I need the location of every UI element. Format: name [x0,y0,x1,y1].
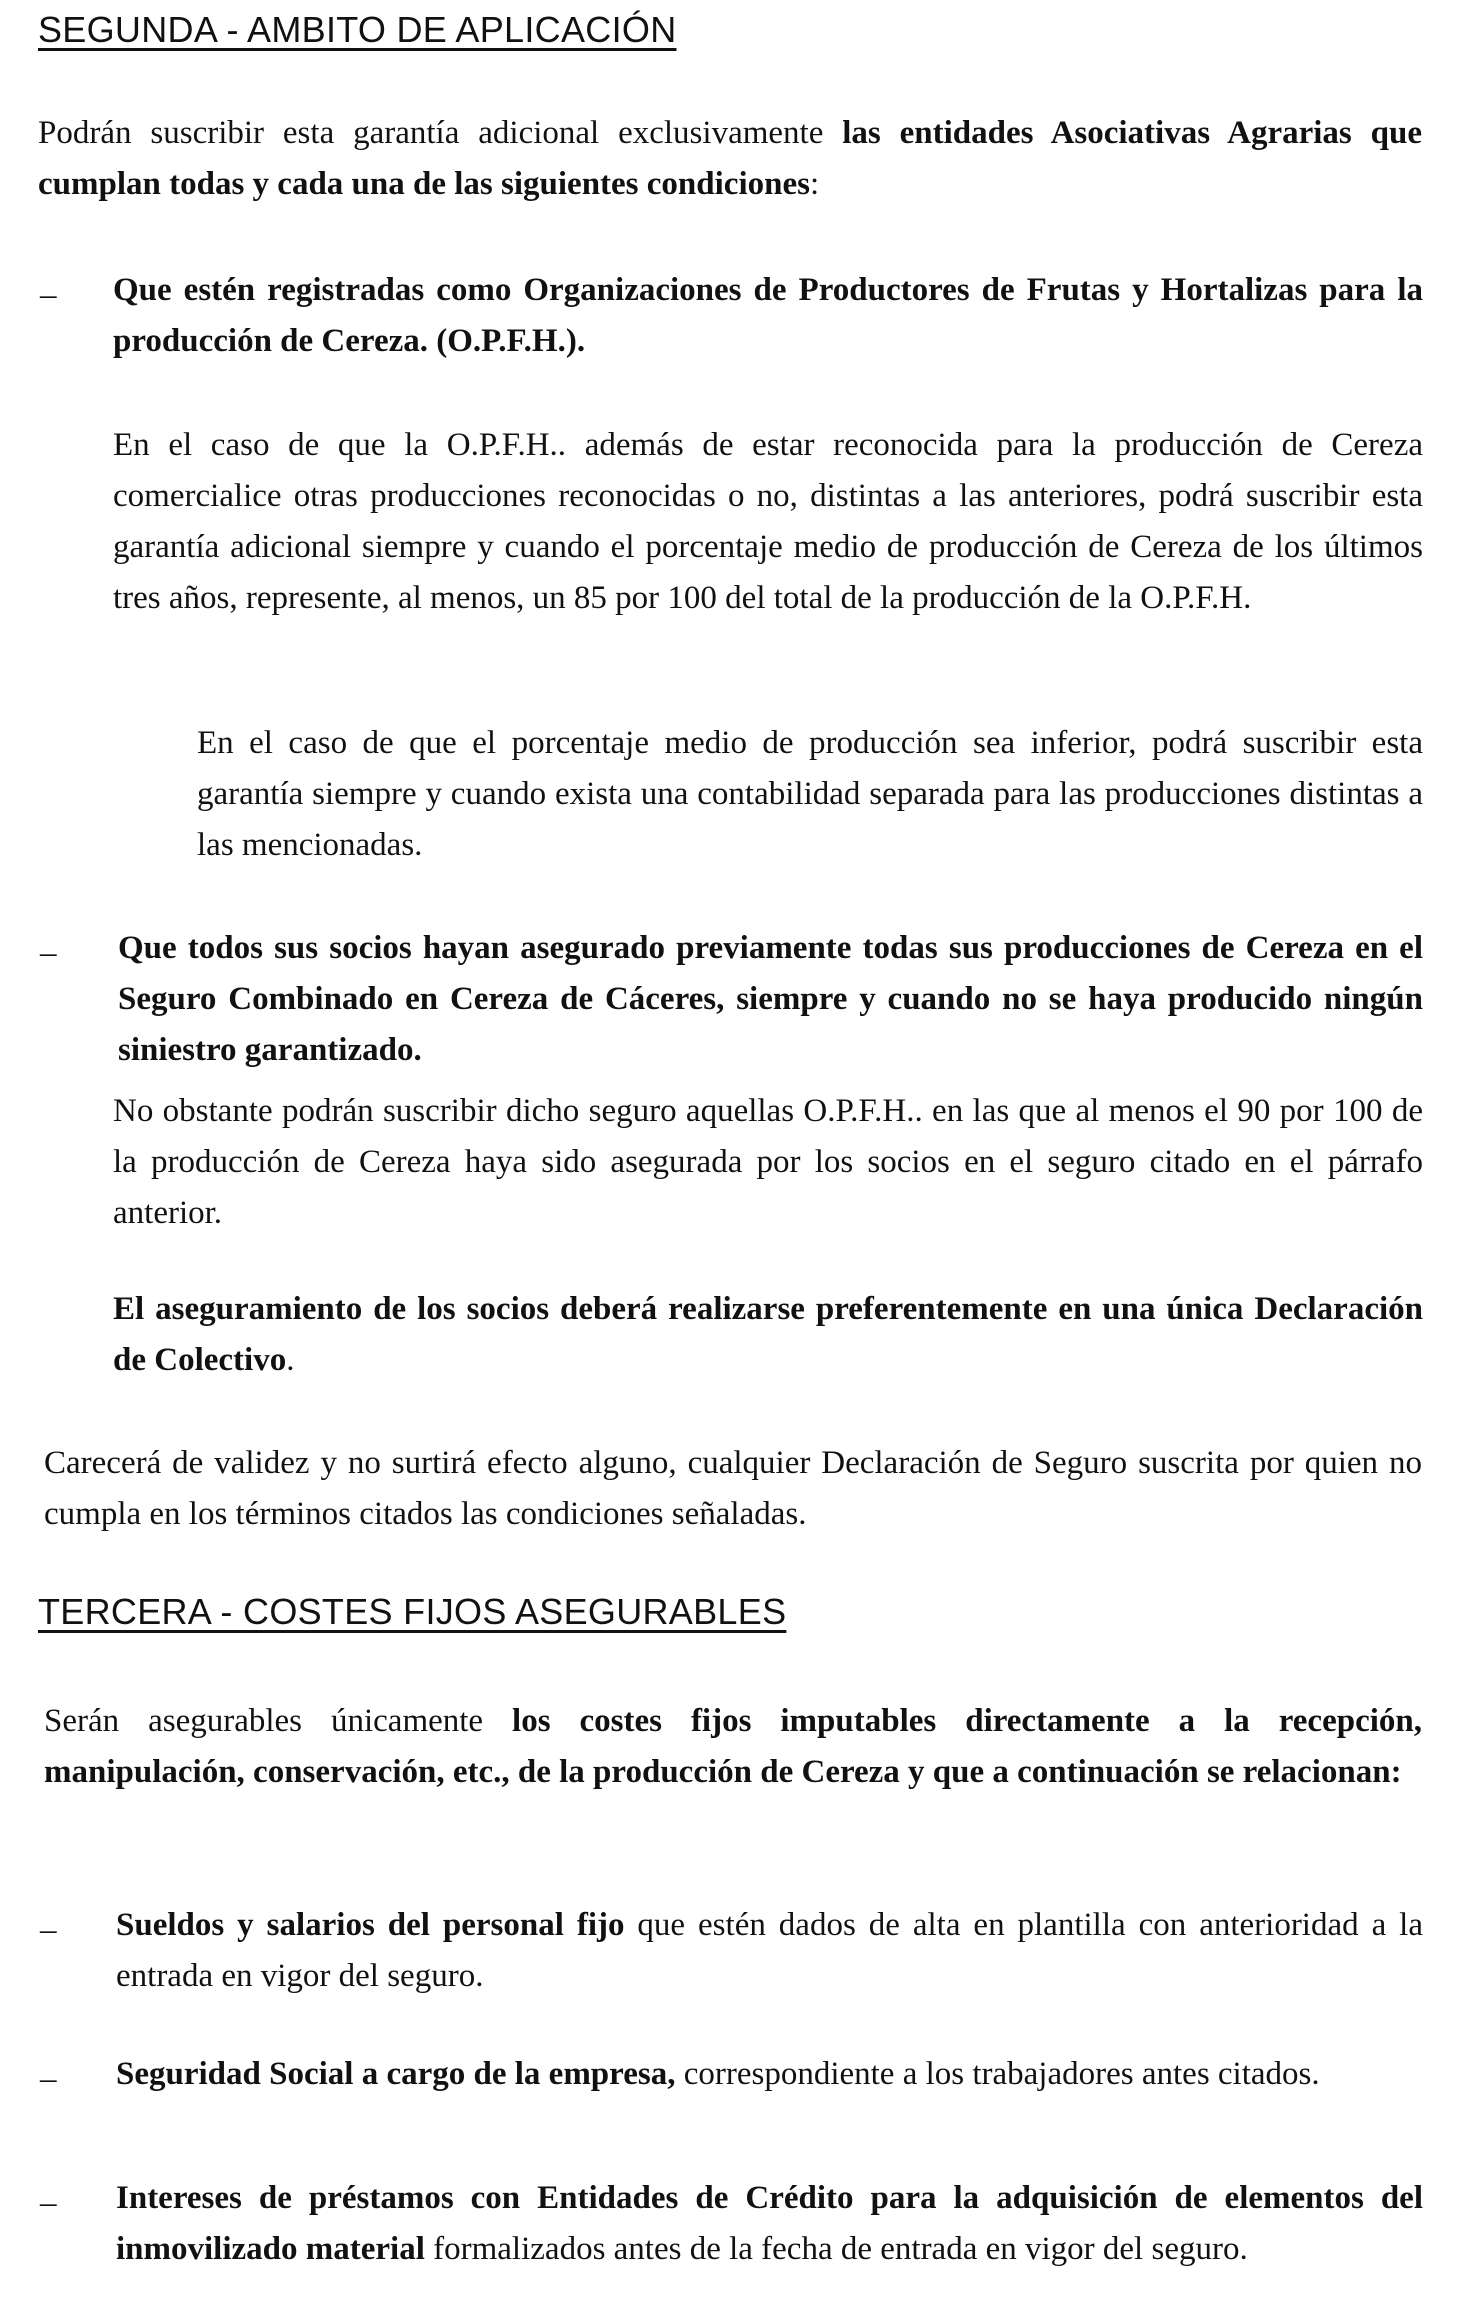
section-heading-tercera: TERCERA - COSTES FIJOS ASEGURABLES [38,1591,787,1632]
segunda-intro-paragraph [38,108,1422,210]
bullet1-bold-text: Que estén registradas como Organizaciones de Productores de Frutas y Hortalizas para la producción de Cereza. (O.P.F.H.). [113,272,1423,359]
bullet2-paragraph-2 [113,1284,1423,1386]
bullet-dash: – [40,2185,57,2221]
tercera-item-1-rest: que estén dados de alta en plantilla con anterioridad a la entrada en vigor del seguro. [116,1907,1423,1994]
tercera-intro-bold: los costes fijos imputables directamente a la recepción, manipulación, conservación, etc., de la producción de Cereza y que a continuación se relacionan: [44,1703,1422,1790]
bullet2-paragraph-1: No obstante podrán suscribir dicho seguro aquellas O.P.F.H.. en las que al menos el 90 por 100 de la producción de Cereza haya sido asegurada por los socios en el seguro citado en el párrafo anterior. [113,1093,1423,1231]
tercera-item-3 [116,2173,1423,2275]
tercera-item-1 [116,1900,1423,2002]
bullet2-paragraph-2-end: . [286,1342,295,1378]
bullet-dash: – [40,2061,57,2097]
section-heading-segunda: SEGUNDA - AMBITO DE APLICACIÓN [38,9,677,50]
bullet2-condition [118,923,1423,1076]
tercera-item-2-bold: Seguridad Social a cargo de la empresa, [116,2056,676,2092]
tercera-item-3-rest: formalizados antes de la fecha de entrada en vigor del seguro. [424,2231,1248,2267]
bullet1-paragraph-2: En el caso de que el porcentaje medio de producción sea inferior, podrá suscribir esta garantía siempre y cuando exista una contabilidad separada para las producciones distintas a las mencionadas. [197,725,1423,863]
tercera-intro-plain: Serán asegurables únicamente [44,1703,513,1739]
tercera-item-2-rest: correspondiente a los trabajadores antes citados. [675,2056,1320,2092]
bullet1-condition [113,265,1423,367]
tercera-item-2 [116,2049,1456,2100]
segunda-intro-bold: las entidades Asociativas Agrarias que cumplan todas y cada una de las siguientes condiciones [38,115,1423,202]
segunda-intro-plain: Podrán suscribir esta garantía adicional exclusivamente [38,115,843,151]
bullet2-bold-text: Que todos sus socios hayan asegurado previamente todas sus producciones de Cereza en el Seguro Combinado en Cereza de Cáceres, siempre y cuando no se haya producido ningún siniestro garantizado. [118,930,1423,1068]
segunda-intro-end: : [809,166,820,202]
bullet2-paragraph-2-bold: El aseguramiento de los socios deberá realizarse preferentemente en una única Declaración de Colectivo [113,1291,1423,1378]
bullet-dash: – [40,1912,57,1948]
segunda-closing-paragraph: Carecerá de validez y no surtirá efecto alguno, cualquier Declaración de Seguro suscrita por quien no cumpla en los términos citados las condiciones señaladas. [44,1445,1422,1532]
tercera-item-1-bold: Sueldos y salarios del personal fijo [116,1907,625,1943]
tercera-item-3-bold: Intereses de préstamos con Entidades de Crédito para la adquisición de elementos del inmovilizado material [116,2180,1423,2267]
bullet1-paragraph-1: En el caso de que la O.P.F.H.. además de estar reconocida para la producción de Cereza comercialice otras producciones reconocidas o no, distintas a las anteriores, podrá suscribir esta garantía adicional siempre y cuando el porcentaje medio de producción de Cereza de los últimos tres años, represente, al menos, un 85 por 100 del total de la producción de la O.P.F.H. [113,427,1423,616]
tercera-intro-paragraph [44,1696,1422,1798]
bullet-dash: – [40,277,57,313]
bullet-dash: – [40,935,57,971]
